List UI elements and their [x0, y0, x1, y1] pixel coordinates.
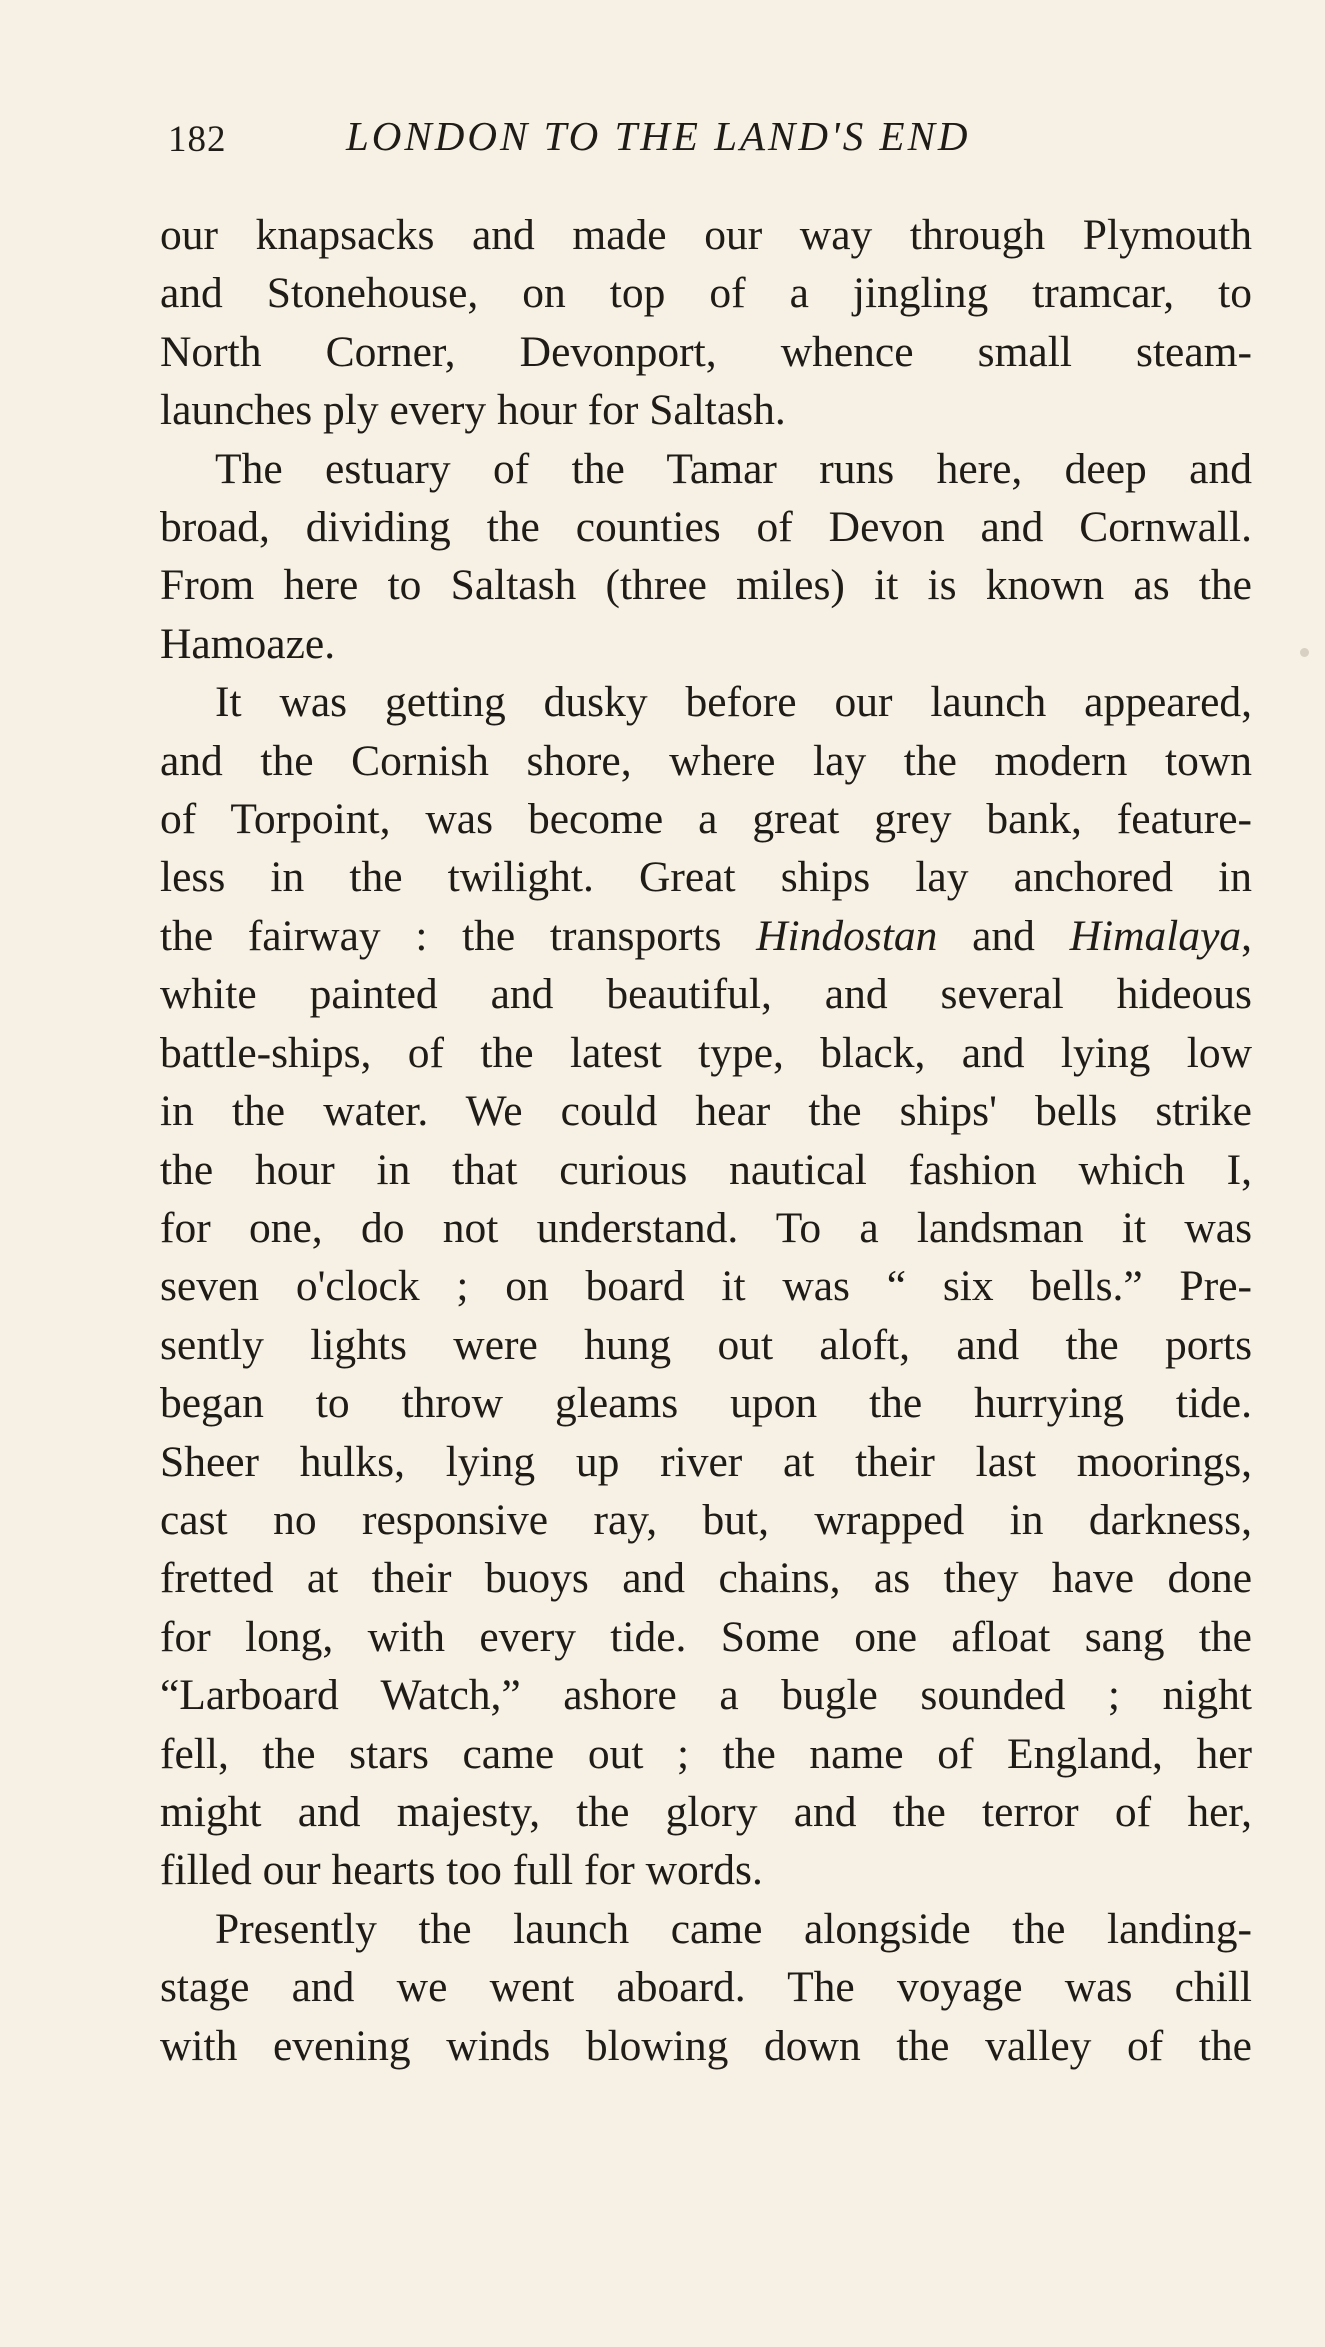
text-line: filled our hearts too full for words.: [160, 1846, 763, 1895]
paper-speck: [1300, 648, 1309, 657]
paragraph-2: [160, 440, 1252, 674]
text-line: broad, dividing the counties of Devon and Cornwall.: [160, 503, 1252, 552]
text-line: battle-ships, of the latest type, black, and lying low: [160, 1028, 1252, 1077]
text-line: and Stonehouse, on top of a jingling tramcar, to: [160, 269, 1252, 318]
text-line: less in the twilight. Great ships lay anchored in: [160, 853, 1252, 902]
text-line: sently lights were hung out aloft, and the ports: [160, 1320, 1252, 1369]
text-line: Hamoaze.: [160, 619, 336, 668]
text-line: fretted at their buoys and chains, as they have done: [160, 1554, 1252, 1603]
paragraph-3: [160, 673, 1252, 1900]
text-line: It was getting dusky before our launch appeared,: [215, 678, 1252, 727]
text-line: fell, the stars came out ; the name of England, her: [160, 1729, 1252, 1778]
text-line: “Larboard Watch,” ashore a bugle sounded ; night: [160, 1671, 1252, 1720]
text-line: in the water. We could hear the ships' bells strike: [160, 1087, 1252, 1136]
text-line: our knapsacks and made our way through Plymouth: [160, 211, 1252, 259]
text-line: with evening winds blowing down the valley of the: [160, 2021, 1252, 2070]
text-fragment: and: [937, 911, 1070, 960]
text-line: seven o'clock ; on board it was “ six bells.” Pre-: [160, 1262, 1252, 1311]
paragraph-4: [160, 1900, 1252, 2075]
text-line: launches ply every hour for Saltash.: [160, 386, 786, 435]
text-line: Presently the launch came alongside the landing-: [215, 1904, 1252, 1953]
text-line: Sheer hulks, lying up river at their last moorings,: [160, 1437, 1252, 1486]
text-line: might and majesty, the glory and the terror of her,: [160, 1787, 1252, 1836]
text-line: began to throw gleams upon the hurrying tide.: [160, 1379, 1252, 1428]
text-line: and the Cornish shore, where lay the modern town: [160, 736, 1252, 785]
paragraph-1: [160, 206, 1252, 440]
text-fragment: ,: [1241, 911, 1252, 960]
text-line: The estuary of the Tamar runs here, deep and: [215, 444, 1252, 493]
text-line: cast no responsive ray, but, wrapped in darkness,: [160, 1495, 1252, 1544]
text-line: stage and we went aboard. The voyage was chill: [160, 1963, 1252, 2012]
text-line: white painted and beautiful, and several hideous: [160, 970, 1252, 1019]
text-fragment: the fairway : the transports: [160, 911, 757, 960]
text-line: the hour in that curious nautical fashion which I,: [160, 1145, 1252, 1194]
text-line: for long, with every tide. Some one afloat sang the: [160, 1612, 1252, 1661]
text-line: for one, do not understand. To a landsman it was: [160, 1203, 1252, 1252]
page-number: 182: [168, 119, 227, 160]
ship-name-hindostan: Hindostan: [756, 911, 938, 960]
text-line: North Corner, Devonport, whence small steam-: [160, 327, 1252, 376]
text-line-with-ship-names: [160, 907, 1252, 965]
body-text: [160, 206, 1252, 2075]
text-line: of Torpoint, was become a great grey bank, feature-: [160, 795, 1252, 844]
page-header: [168, 112, 1250, 172]
running-title: LONDON TO THE LAND'S END: [346, 113, 971, 159]
text-line: From here to Saltash (three miles) it is known as the: [160, 561, 1252, 610]
ship-name-himalaya: Himalaya: [1069, 911, 1242, 960]
